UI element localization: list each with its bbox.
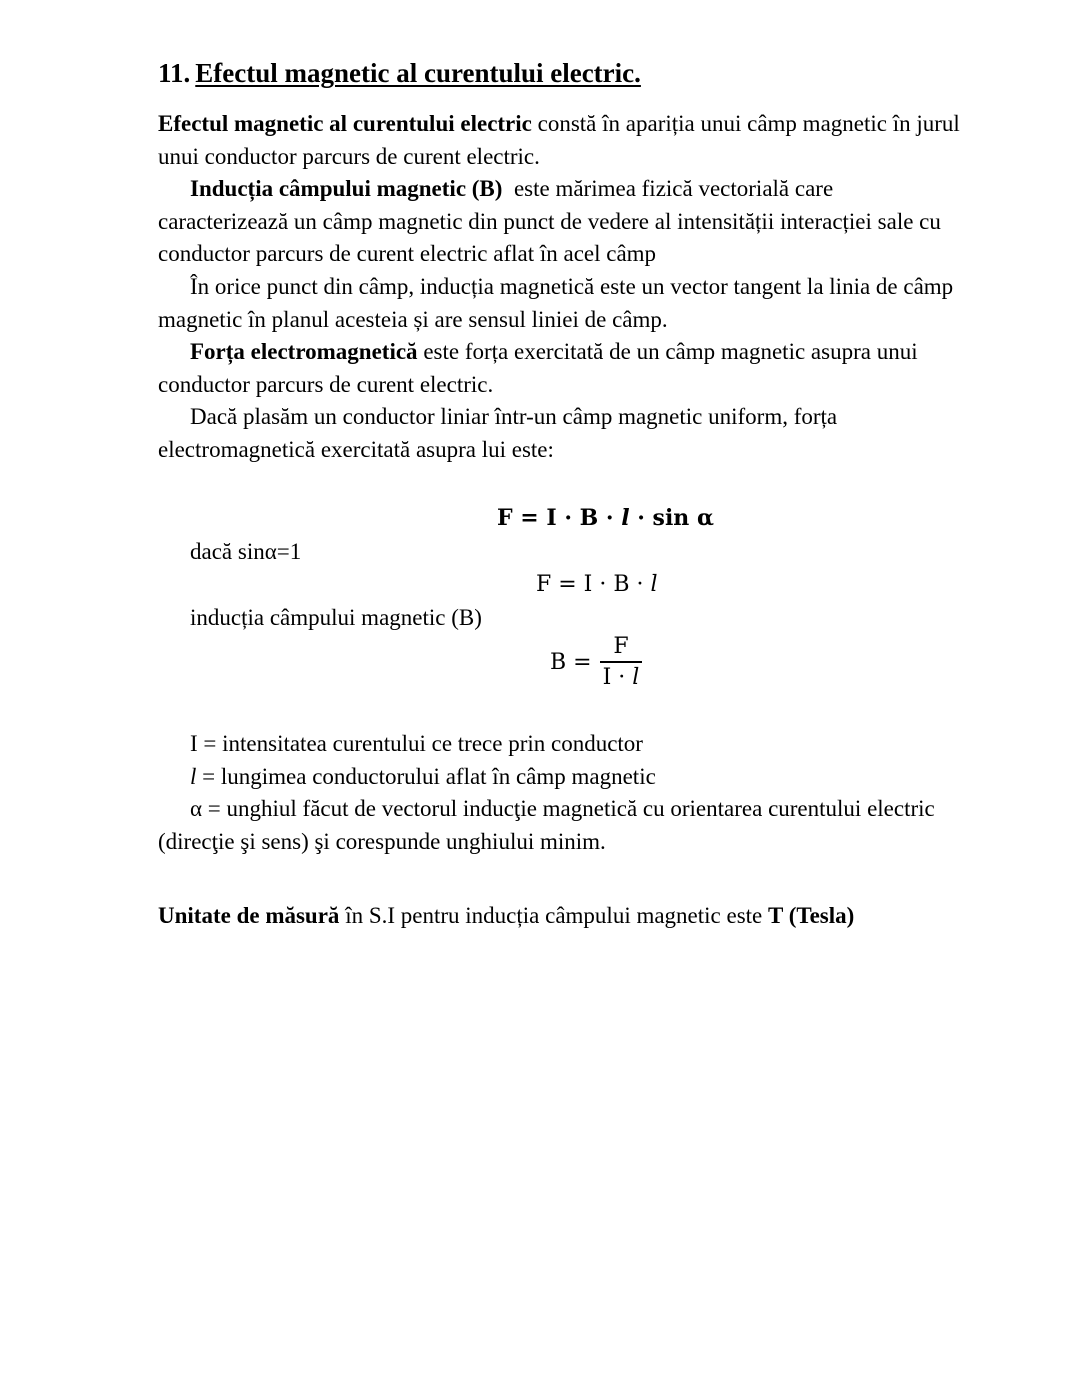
definition-text: = lungimea conductorului aflat în câmp magnetic — [196, 763, 656, 789]
paragraph-line: unui conductor parcurs de curent electric. — [158, 143, 540, 169]
length-symbol: l — [632, 665, 640, 690]
section-number: 11. — [158, 58, 191, 88]
definition-text: (direcţie şi sens) şi corespunde unghiului minim. — [158, 828, 606, 854]
paragraph-text: este forța exercitată de un câmp magnetic asupra unui — [417, 339, 918, 365]
paragraph-tangent-vector — [158, 271, 1038, 336]
definition-angle — [158, 793, 1038, 858]
definition-text: I = intensitatea curentului ce trece prin conductor — [190, 731, 643, 756]
paragraph-line — [158, 111, 960, 136]
paragraph-line — [190, 339, 918, 364]
length-symbol: l — [190, 763, 197, 789]
definition-text: α = unghiul făcut de vectorul inducţie magnetică cu orientarea curentului electric — [190, 796, 935, 822]
formula-part: B = — [550, 650, 592, 675]
fraction-denominator — [600, 663, 643, 693]
si-unit-statement — [158, 900, 854, 933]
simplified-force-formula — [536, 570, 658, 600]
induction-label: inducția câmpului magnetic (B) — [190, 605, 482, 630]
unit-tesla: T (Tesla) — [768, 903, 855, 928]
paragraph-text: constă în apariția unui câmp magnetic în jurul — [531, 111, 960, 136]
section-title: Efectul magnetic al curentului electric. — [195, 58, 641, 88]
condition-label: dacă sinα=1 — [190, 539, 302, 564]
fraction-numerator: F — [613, 634, 629, 659]
paragraph-line: caracterizează un câmp magnetic din punct de vedere al intensității interacției sale cu — [158, 208, 941, 234]
paragraph-line — [190, 176, 833, 201]
induction-formula — [550, 633, 642, 693]
bold-term: Efectul magnetic al curentului electric — [158, 111, 532, 136]
paragraph-line: conductor parcurs de curent electric. — [158, 371, 494, 397]
fraction — [600, 633, 643, 693]
length-symbol: l — [650, 572, 658, 597]
formula-part: F = I · B · — [497, 505, 622, 531]
symbol-definitions — [158, 728, 1038, 858]
paragraph-induction-definition — [158, 173, 1038, 271]
definition-text — [190, 764, 656, 789]
body-text — [158, 108, 1038, 467]
paragraph-magnetic-effect — [158, 108, 1038, 173]
unit-text: în S.I pentru inducția câmpului magnetic este — [339, 903, 769, 928]
formula-part: · sin α — [629, 505, 714, 531]
bold-term: Inducția câmpului magnetic (B) — [190, 176, 503, 202]
definition-length — [158, 761, 1038, 794]
bold-term: Forța electromagnetică — [190, 339, 418, 365]
paragraph-line: Dacă plasăm un conductor liniar într-un câmp magnetic uniform, forța — [190, 404, 838, 430]
force-formula — [497, 503, 714, 533]
formula-part: I · — [602, 665, 633, 690]
length-symbol: l — [621, 505, 630, 531]
formula-part: F = I · B · — [536, 572, 651, 597]
paragraph-line: electromagnetică exercitată asupra lui este: — [158, 436, 554, 462]
paragraph-electromagnetic-force — [158, 336, 1038, 401]
section-heading — [158, 56, 641, 90]
paragraph-line: conductor parcurs de curent electric aflat în acel câmp — [158, 241, 657, 267]
bold-term: Unitate de măsură — [158, 903, 340, 928]
definition-intensity — [158, 728, 1038, 761]
paragraph-text: este mărimea fizică vectorială care — [502, 176, 834, 202]
paragraph-uniform-field — [158, 401, 1038, 466]
paragraph-line: În orice punct din câmp, inducția magnetică este un vector tangent la linia de câmp — [190, 273, 954, 299]
paragraph-line: magnetic în planul acesteia și are sensul liniei de câmp. — [158, 306, 668, 332]
